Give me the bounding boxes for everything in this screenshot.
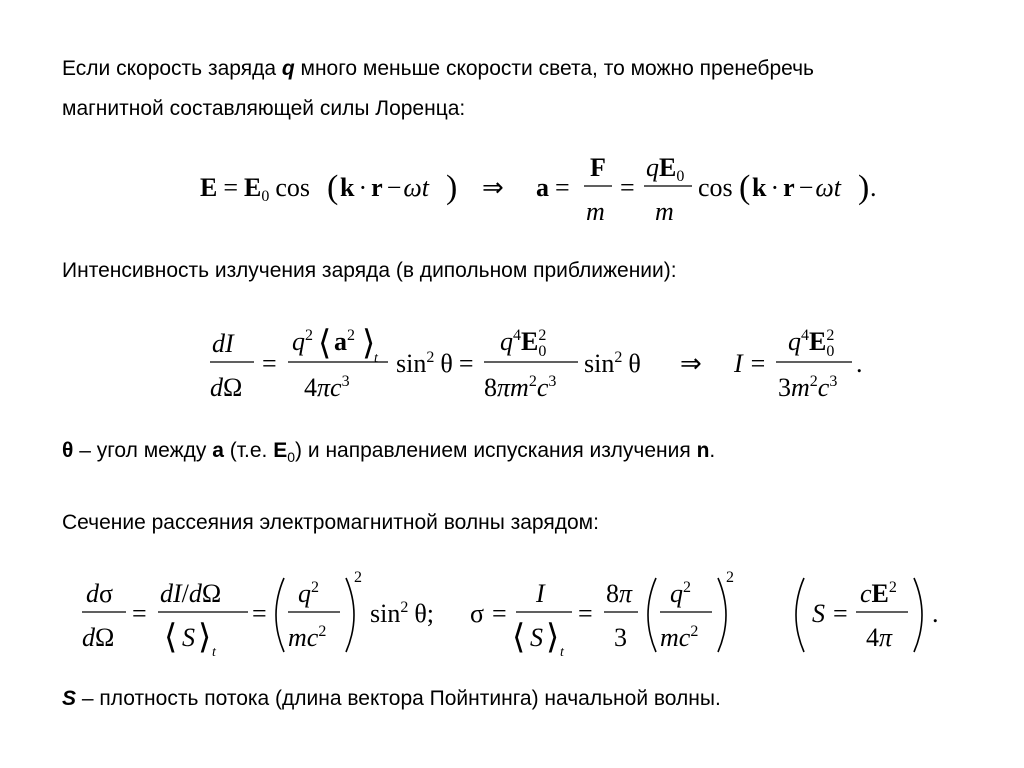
svg-text:.: . — [870, 173, 877, 202]
theta-note-text-2: (т.е. — [223, 439, 274, 462]
svg-text:dI: dI — [212, 329, 234, 358]
svg-text:⟩: ⟩ — [546, 619, 560, 656]
svg-text:a=: a = — [536, 173, 570, 202]
intensity-formula — [210, 316, 870, 413]
intensity-heading: Интенсивность излучения заряда (в дипольном приближении): — [62, 259, 677, 282]
poynting-symbol: S — [62, 687, 77, 710]
cross-section-formula-svg — [82, 568, 952, 663]
svg-text:): ) — [858, 169, 870, 206]
svg-text:8πm2c3: $8\pi m^2c^3$ — [484, 373, 557, 402]
svg-text:⟨: ⟨ — [512, 619, 526, 656]
svg-text:dI/dΩ: dI/dΩ — [160, 579, 222, 608]
field-subscript: 0 — [287, 449, 296, 466]
svg-text:t: t — [212, 645, 216, 660]
svg-text:m: m — [586, 197, 605, 226]
svg-text:=: = — [252, 599, 267, 628]
svg-text:dσ: dσ — [86, 579, 114, 608]
svg-text:t: t — [374, 351, 378, 366]
svg-text:.: . — [932, 599, 939, 628]
svg-text:): ) — [446, 169, 458, 206]
svg-text:3: 3 — [614, 623, 627, 652]
svg-text:⟩: ⟩ — [362, 325, 376, 362]
svg-text:q4E20: $q^4E^2$ 0 — [788, 327, 835, 360]
svg-text:m: m — [655, 197, 674, 226]
lorentz-formula — [200, 150, 900, 237]
svg-text:=: = — [262, 349, 277, 378]
svg-text:3m2c3: $3m^2c^3$ — [778, 373, 838, 402]
theta-note-text-1: – угол между — [73, 439, 213, 462]
svg-text:2: 2 — [354, 569, 362, 586]
svg-text:q2: $q^2$ — [670, 579, 691, 608]
svg-text:mc2: $mc^2$ — [288, 623, 327, 652]
svg-text:⇒: ⇒ — [680, 349, 702, 378]
svg-text:sin2θ: $\sin^2 \theta$ — [584, 349, 641, 378]
svg-text:mc2: $mc^2$ — [660, 623, 699, 652]
cross-section-heading: Сечение рассеяния электромагнитной волны зарядом: — [62, 511, 599, 534]
theta-note-text-3: ) и направлением испускания излучения — [295, 439, 697, 462]
acceleration-symbol: a — [212, 439, 224, 462]
s-note — [62, 686, 721, 712]
svg-text:E=E0cos: E = E0 cos — [200, 173, 311, 205]
svg-text:⟨: ⟨ — [164, 619, 178, 656]
svg-text:q2: $q^2$ — [292, 327, 313, 356]
svg-text:σ=: σ = — [470, 599, 507, 628]
svg-text:4π: 4π — [866, 623, 893, 652]
intro-line-2: магнитной составляющей силы Лоренца: — [62, 97, 466, 120]
svg-text:a2: $a^2$ — [334, 327, 355, 356]
theta-note — [62, 438, 715, 470]
svg-text:⇒: ⇒ — [482, 173, 504, 202]
s-note-text: – плотность потока (длина вектора Пойнтинга) начальной волны. — [76, 687, 721, 710]
svg-text:dΩ: dΩ — [210, 373, 243, 402]
lorentz-formula-svg — [200, 150, 900, 230]
svg-text:dΩ: dΩ — [82, 623, 115, 652]
svg-text:(: ( — [327, 169, 339, 206]
svg-text:=: = — [132, 599, 147, 628]
direction-symbol: n — [696, 439, 710, 462]
theta-symbol: θ — [62, 439, 74, 462]
intro-text-start: Если скорость заряда — [62, 57, 282, 80]
svg-text:(: ( — [739, 169, 751, 206]
svg-text:k·r−ωt: k · r −ωt — [752, 173, 841, 202]
theta-note-text-4: . — [709, 439, 716, 462]
svg-text:S: S — [530, 623, 543, 652]
svg-text:=: = — [578, 599, 593, 628]
svg-text:S: S — [182, 623, 195, 652]
svg-text:.: . — [856, 349, 863, 378]
charge-symbol: q — [281, 57, 295, 80]
intro-text-end: много меньше скорости света, то можно пренебречь — [294, 57, 815, 80]
svg-text:q2: $q^2$ — [298, 579, 319, 608]
svg-text:I=: I = — [734, 349, 766, 378]
svg-text:cE2: $cE^2$ — [860, 579, 897, 608]
svg-text:⟩: ⟩ — [198, 619, 212, 656]
svg-text:⟨: ⟨ — [318, 325, 332, 362]
svg-text:8π: 8π — [606, 579, 633, 608]
svg-text:sin2θ;: $\sin^2 \theta$; — [370, 599, 435, 628]
svg-text:4πc3: $4\pi c^3$ — [304, 373, 350, 402]
svg-text:sin2θ=: $\sin^2 \theta$ = — [396, 349, 474, 378]
svg-text:k·r−ωt: k · r −ωt — [340, 173, 429, 202]
svg-text:=: = — [620, 173, 635, 202]
svg-text:qE0: qE0 — [646, 153, 685, 185]
svg-text:cos: cos — [698, 173, 733, 202]
intro-line-1 — [62, 56, 814, 82]
intensity-formula-svg — [210, 316, 870, 406]
field-symbol: E — [273, 439, 288, 462]
svg-text:S=: S = — [812, 599, 848, 628]
svg-text:2: 2 — [726, 569, 734, 586]
cross-section-formula — [82, 568, 952, 670]
svg-text:I: I — [536, 579, 545, 608]
svg-text:t: t — [560, 645, 564, 660]
svg-text:q4E20: $q^4E^2$ 0 — [500, 327, 547, 360]
svg-text:F: F — [590, 153, 606, 182]
